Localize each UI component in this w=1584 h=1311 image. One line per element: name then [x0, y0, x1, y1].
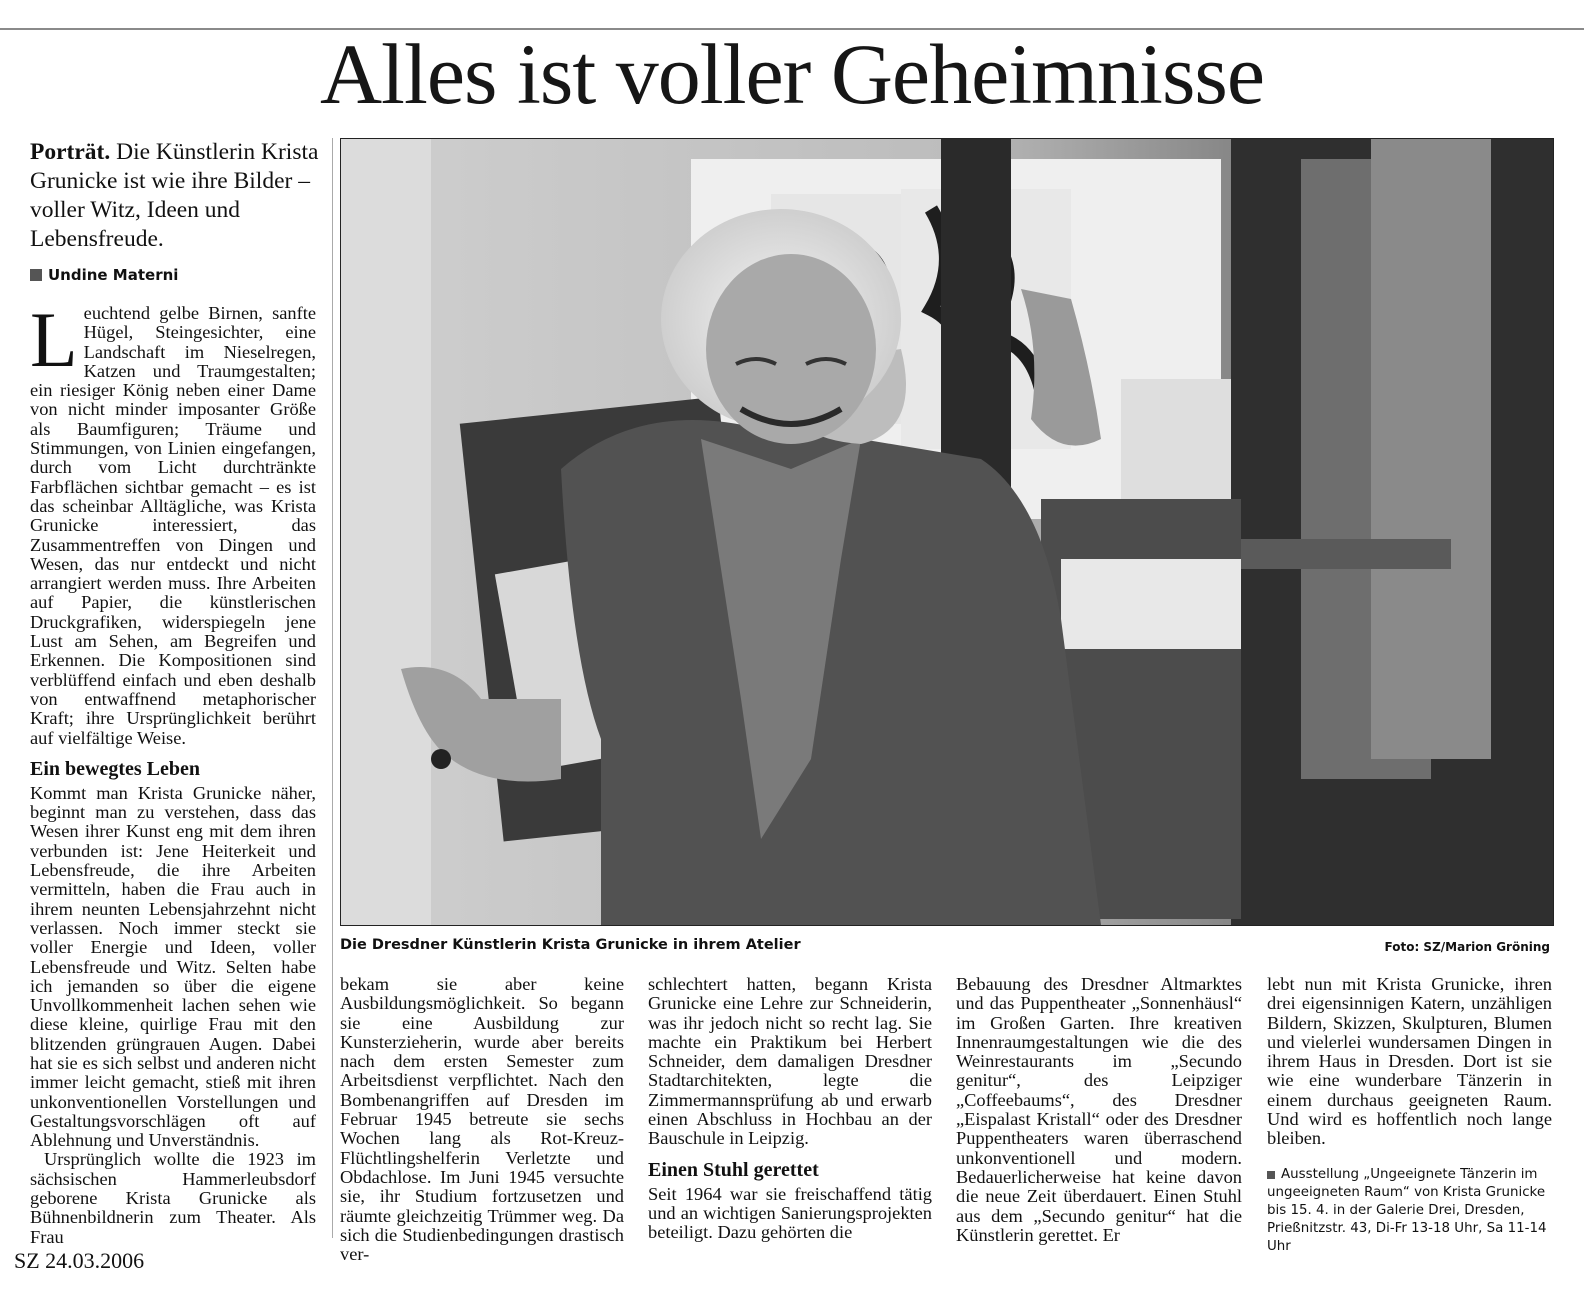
- square-bullet-icon: [1267, 1171, 1275, 1179]
- article-column-1: [30, 296, 316, 1247]
- square-bullet-icon: [30, 269, 42, 281]
- column-divider: [332, 138, 333, 1238]
- photo-artist-in-studio: [341, 139, 1553, 925]
- photo-credit: Foto: SZ/Marion Gröning: [1384, 940, 1550, 954]
- exhibition-info: [1267, 1166, 1552, 1256]
- paragraph: [30, 296, 316, 748]
- paragraph: Ursprünglich wollte die 1923 im sächsischen Hammerleubsdorf geborene Krista Grunicke als Bühnenbildnerin zum Theater. Als Frau: [30, 1149, 316, 1247]
- byline: [30, 266, 330, 284]
- article-photo: [340, 138, 1554, 926]
- paragraph: schlechtert hatten, begann Krista Grunicke eine Lehre zur Schneiderin, was ihr jedoch nicht so recht lag. Sie machte ein Praktikum bei Herbert Schneider, dem damaligen Dresdner Stadtarchitekten, legte die Zimmermannsprüfung ab und erwarb einen Abschluss in Hochbau an der Bauschule in Leipzig.: [648, 974, 932, 1149]
- paragraph: Seit 1964 war sie freischaffend tätig und an wichtigen Sanierungsprojekten beteiligt. Dazu gehörten die: [648, 1183, 932, 1243]
- headline: Alles ist voller Geheimnisse: [319, 26, 1265, 122]
- subheading: Ein bewegtes Leben: [30, 757, 200, 780]
- paragraph: Bebauung des Dresdner Altmarktes und das Puppentheater „Sonnenhäusl“ im Großen Garten. Ihre kreativen Innenraumgestaltungen wie die des Weinrestaurants im „Secundo genitur“, des Leipziger „Coffeebaums“, des Dresdner „Eispalast Kristall“ oder des Dresdner Puppentheaters waren überraschend unkonventionell und modern. Bedauerlicherweise hat keine davon die neue Zeit überdauert. Einen Stuhl aus dem „Secundo genitur“ hat die Künstlerin gerettet. Er: [956, 974, 1242, 1245]
- drop-cap: L: [30, 296, 78, 383]
- author-name: Undine Materni: [48, 266, 179, 284]
- article-column-3: [648, 975, 932, 1243]
- paragraph-text: euchtend gelbe Birnen, sanfte Hügel, Steingesichter, eine Landschaft im Nieselregen, Katzen und Traumgestalten; ein riesiger König neben einer Dame von nicht minder imposanter Größe als Baumfiguren; Träume und Stimmungen, von Linien eingefangen, durch vom Licht durchtränkte Farbflächen sichtbar gemacht – es ist das scheinbar Alltägliche, was Krista Grunicke interessiert, das Zusammentreffen von Dingen und Wesen, das nur entdeckt und nicht arrangiert werden muss. Ihre Arbeiten auf Papier, die künstlerischen Druckgrafiken, widerspiegeln jene Lust am Sehen, am Begreifen und Erkennen. Die Kompositionen sind verblüffend einfach und eben deshalb von entwaffnend metaphorischer Kraft; ihre Ursprünglichkeit berührt auf vielfältige Weise.: [30, 303, 316, 748]
- article-column-4: [956, 975, 1242, 1245]
- lead-paragraph: [30, 138, 330, 254]
- lead-label: Porträt.: [30, 139, 111, 165]
- subheading: Einen Stuhl gerettet: [648, 1158, 819, 1181]
- paragraph: lebt nun mit Krista Grunicke, ihren drei eigensinnigen Katern, unzähligen Bildern, Skizzen, Skulpturen, Blumen und vielerlei wundersamen Dingen in ihrem Haus in Dresden. Dort ist sie wie eine wunderbare Tänzerin in einem durchaus geeigneten Raum. Und wird es hoffentlich noch lange bleiben.: [1267, 974, 1552, 1149]
- paragraph: bekam sie aber keine Ausbildungsmöglichkeit. So begann sie eine Ausbildung zur Kunsterzieherin, wurde aber bereits nach dem ersten Semester zum Arbeitsdienst verpflichtet. Nach den Bombenangriffen auf Dresden im Februar 1945 betreute sie sechs Wochen lang als Rot-Kreuz-Flüchtlingshelferin Verletzte und Obdachlose. Im Juni 1945 versuchte sie, ihr Studium fortzusetzen und räumte gleichzeitig Trümmer weg. Da sich die Studienbedingungen drastisch ver-: [340, 974, 624, 1265]
- lead-text: Die Künstlerin Krista Grunicke ist wie ihre Bilder – voller Witz, Ideen und Lebensfreude.: [30, 139, 319, 252]
- source-date-stamp: SZ 24.03.2006: [14, 1248, 145, 1273]
- article-column-5: [1267, 975, 1552, 1149]
- paragraph: Kommt man Krista Grunicke näher, beginnt man zu verstehen, dass das Wesen ihrer Kunst eng mit dem ihren verbunden ist: Jene Heiterkeit und Lebensfreude, die ihre Arbeiten vermitteln, haben die Frau auch in ihrem neunten Lebensjahrzehnt nicht verlassen. Noch immer steckt sie voller Energie und Ideen, voller Lebensfreude und Witz. Selten habe ich jemanden so über die eigene Unvollkommenheit lachen sehen wie diese kleine, quirlige Frau mit den blitzenden grüngrauen Augen. Dabei hat sie es sich selbst und anderen nicht immer leicht gemacht, stieß mit ihren unkonventionellen Vorstellungen und Gestaltungsvorschlägen oft auf Ablehnung und Unverständnis.: [30, 782, 316, 1151]
- article-column-2: [340, 975, 624, 1264]
- exhibition-info-text: Ausstellung „Ungeeignete Tänzerin im ungeeigneten Raum“ von Krista Grunicke bis 15. 4. in der Galerie Drei, Dresden, Prießnitzstr. 43, Di-Fr 13-18 Uhr, Sa 11-14 Uhr: [1267, 1167, 1547, 1254]
- photo-caption: Die Dresdner Künstlerin Krista Grunicke in ihrem Atelier: [340, 937, 801, 953]
